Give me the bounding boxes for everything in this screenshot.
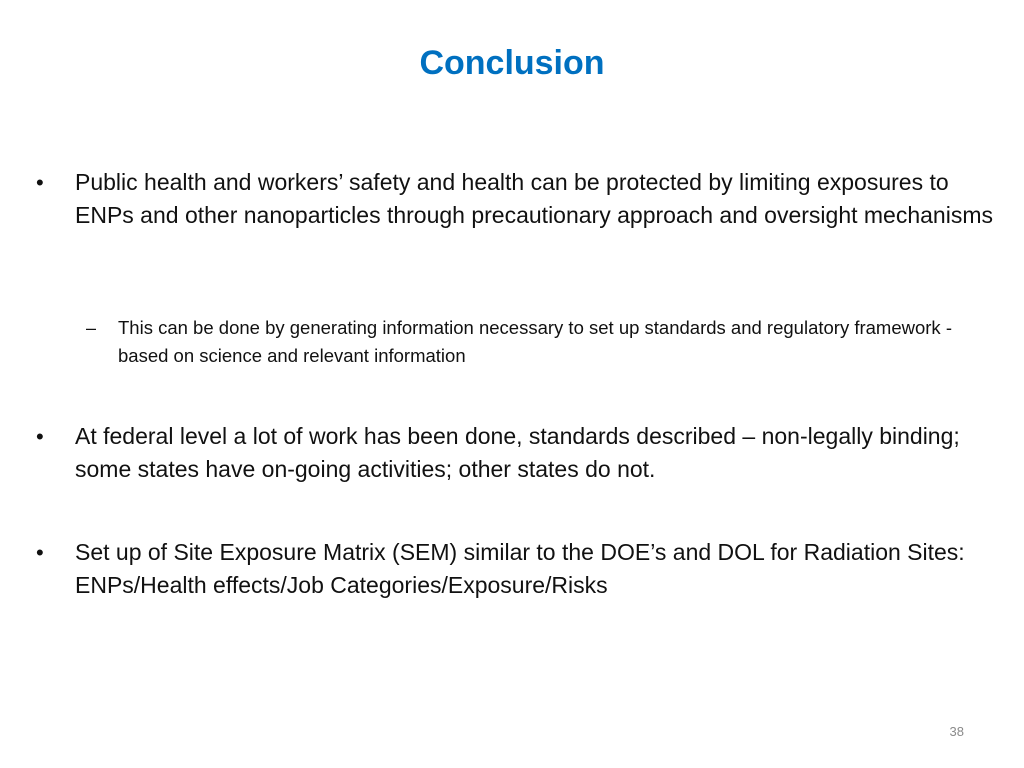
bullet-item (36, 166, 996, 232)
sub-bullet-item (86, 314, 966, 370)
sub-bullet-marker: – (86, 318, 97, 338)
bullet-marker: • (36, 540, 44, 565)
bullet-text: Public health and workers’ safety and health can be protected by limiting exposures to ENPs and other nanoparticles through precautionary approach and oversight mechanisms (75, 169, 993, 228)
bullet-item (36, 536, 996, 602)
sub-bullet-text: This can be done by generating information necessary to set up standards and regulatory framework - based on science and relevant information (118, 317, 952, 366)
bullet-item (36, 420, 996, 486)
page-number: 38 (949, 724, 964, 739)
bullet-marker: • (36, 424, 44, 449)
bullet-text: At federal level a lot of work has been done, standards described – non-legally binding; some states have on-going activities; other states do not. (75, 423, 960, 482)
bullet-marker: • (36, 170, 44, 195)
bullet-text: Set up of Site Exposure Matrix (SEM) similar to the DOE’s and DOL for Radiation Sites: ENPs/Health effects/Job Categories/Exposure/Risks (75, 539, 965, 598)
slide-title: Conclusion (419, 44, 605, 82)
